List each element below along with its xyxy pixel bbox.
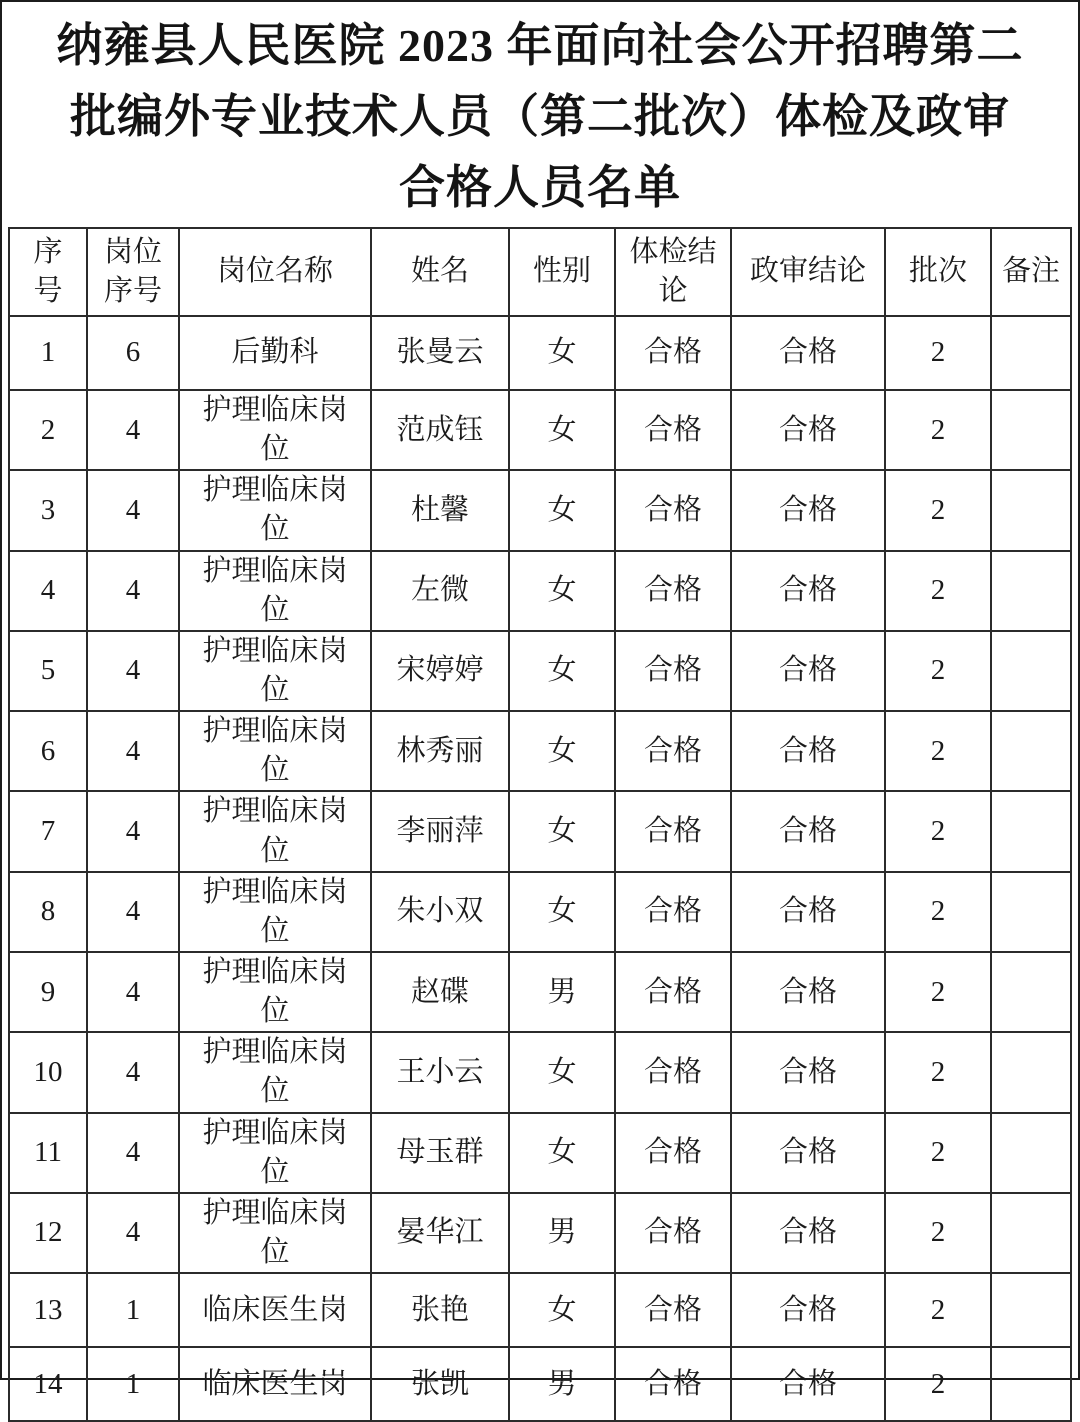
cell-gender: 女	[509, 1113, 615, 1193]
cell-batch: 2	[885, 1113, 991, 1193]
cell-post-name: 临床医生岗	[179, 1347, 371, 1421]
cell-batch: 2	[885, 711, 991, 791]
cell-post-number: 4	[87, 952, 179, 1032]
cell-post-number: 1	[87, 1273, 179, 1347]
cell-physical-result: 合格	[615, 470, 731, 550]
cell-index: 6	[9, 711, 87, 791]
header-remark: 备注	[991, 228, 1071, 316]
cell-post-number: 1	[87, 1347, 179, 1421]
cell-gender: 男	[509, 1347, 615, 1421]
cell-name: 赵碟	[371, 952, 509, 1032]
cell-post-name: 护理临床岗位	[179, 390, 371, 470]
cell-political-result: 合格	[731, 470, 885, 550]
cell-political-result: 合格	[731, 791, 885, 871]
cell-index: 5	[9, 631, 87, 711]
cell-name: 李丽萍	[371, 791, 509, 871]
cell-batch: 2	[885, 1193, 991, 1273]
cell-gender: 男	[509, 952, 615, 1032]
cell-post-name: 护理临床岗位	[179, 551, 371, 631]
cell-name: 范成钰	[371, 390, 509, 470]
title-line-2: 批编外专业技术人员（第二批次）体检及政审	[70, 91, 1010, 142]
table-row	[9, 952, 1071, 1032]
cell-remark	[991, 711, 1071, 791]
header-post-number: 岗位序号	[87, 228, 179, 316]
cell-name: 左微	[371, 551, 509, 631]
cell-gender: 女	[509, 551, 615, 631]
cell-political-result: 合格	[731, 551, 885, 631]
cell-index: 7	[9, 791, 87, 871]
cell-political-result: 合格	[731, 1273, 885, 1347]
cell-post-name: 后勤科	[179, 316, 371, 390]
cell-post-number: 4	[87, 791, 179, 871]
cell-gender: 男	[509, 1193, 615, 1273]
cell-post-name: 护理临床岗位	[179, 872, 371, 952]
cell-gender: 女	[509, 631, 615, 711]
table-row	[9, 872, 1071, 952]
cell-post-name: 护理临床岗位	[179, 1113, 371, 1193]
cell-physical-result: 合格	[615, 390, 731, 470]
table-row	[9, 1113, 1071, 1193]
title-line-3: 合格人员名单	[399, 162, 681, 213]
table-row	[9, 1273, 1071, 1347]
cell-gender: 女	[509, 1032, 615, 1112]
cell-post-number: 4	[87, 711, 179, 791]
cell-name: 杜馨	[371, 470, 509, 550]
cell-index: 8	[9, 872, 87, 952]
table-row	[9, 1032, 1071, 1112]
cell-political-result: 合格	[731, 631, 885, 711]
cell-name: 张曼云	[371, 316, 509, 390]
cell-remark	[991, 1113, 1071, 1193]
cell-batch: 2	[885, 470, 991, 550]
cell-post-number: 4	[87, 1193, 179, 1273]
cell-batch: 2	[885, 1347, 991, 1421]
cell-post-name: 护理临床岗位	[179, 711, 371, 791]
cell-political-result: 合格	[731, 1347, 885, 1421]
cell-physical-result: 合格	[615, 952, 731, 1032]
title-line-1: 纳雍县人民医院 2023 年面向社会公开招聘第二	[56, 20, 1024, 71]
cell-name: 朱小双	[371, 872, 509, 952]
header-political-result: 政审结论	[731, 228, 885, 316]
cell-post-number: 6	[87, 316, 179, 390]
cell-gender: 女	[509, 791, 615, 871]
cell-batch: 2	[885, 1032, 991, 1112]
table-row	[9, 1193, 1071, 1273]
cell-post-name: 护理临床岗位	[179, 791, 371, 871]
header-row	[9, 228, 1071, 316]
cell-post-name: 护理临床岗位	[179, 1193, 371, 1273]
cell-physical-result: 合格	[615, 1032, 731, 1112]
cell-political-result: 合格	[731, 872, 885, 952]
cell-physical-result: 合格	[615, 711, 731, 791]
header-name: 姓名	[371, 228, 509, 316]
cell-physical-result: 合格	[615, 1273, 731, 1347]
cell-post-name: 护理临床岗位	[179, 952, 371, 1032]
document-title	[2, 2, 1078, 223]
cell-political-result: 合格	[731, 711, 885, 791]
cell-post-number: 4	[87, 470, 179, 550]
cell-post-name: 护理临床岗位	[179, 1032, 371, 1112]
cell-batch: 2	[885, 1273, 991, 1347]
header-post-name: 岗位名称	[179, 228, 371, 316]
cell-gender: 女	[509, 872, 615, 952]
cell-index: 3	[9, 470, 87, 550]
cell-name: 张凯	[371, 1347, 509, 1421]
cell-political-result: 合格	[731, 1193, 885, 1273]
cell-name: 张艳	[371, 1273, 509, 1347]
header-batch: 批次	[885, 228, 991, 316]
table-row	[9, 631, 1071, 711]
cell-name: 王小云	[371, 1032, 509, 1112]
cell-post-name: 护理临床岗位	[179, 470, 371, 550]
cell-gender: 女	[509, 316, 615, 390]
cell-name: 晏华江	[371, 1193, 509, 1273]
cell-physical-result: 合格	[615, 1347, 731, 1421]
cell-index: 9	[9, 952, 87, 1032]
cell-post-number: 4	[87, 551, 179, 631]
cell-remark	[991, 791, 1071, 871]
cell-remark	[991, 872, 1071, 952]
table-row	[9, 316, 1071, 390]
cell-post-name: 护理临床岗位	[179, 631, 371, 711]
cell-remark	[991, 1347, 1071, 1421]
cell-remark	[991, 316, 1071, 390]
cell-post-name: 临床医生岗	[179, 1273, 371, 1347]
cell-remark	[991, 631, 1071, 711]
table-row	[9, 551, 1071, 631]
cell-political-result: 合格	[731, 1032, 885, 1112]
cell-physical-result: 合格	[615, 872, 731, 952]
cell-gender: 女	[509, 711, 615, 791]
cell-physical-result: 合格	[615, 631, 731, 711]
cell-remark	[991, 952, 1071, 1032]
cell-index: 10	[9, 1032, 87, 1112]
cell-physical-result: 合格	[615, 1193, 731, 1273]
cell-political-result: 合格	[731, 1113, 885, 1193]
cell-index: 4	[9, 551, 87, 631]
cell-batch: 2	[885, 872, 991, 952]
cell-remark	[991, 1032, 1071, 1112]
cell-political-result: 合格	[731, 390, 885, 470]
cell-remark	[991, 1273, 1071, 1347]
cell-physical-result: 合格	[615, 791, 731, 871]
cell-remark	[991, 390, 1071, 470]
cell-gender: 女	[509, 470, 615, 550]
table-row	[9, 1347, 1071, 1421]
cell-index: 14	[9, 1347, 87, 1421]
cell-index: 11	[9, 1113, 87, 1193]
cell-name: 母玉群	[371, 1113, 509, 1193]
table-body	[9, 316, 1071, 1421]
header-index: 序号	[9, 228, 87, 316]
cell-physical-result: 合格	[615, 551, 731, 631]
cell-gender: 女	[509, 1273, 615, 1347]
table-row	[9, 791, 1071, 871]
header-gender: 性别	[509, 228, 615, 316]
table-row	[9, 390, 1071, 470]
cell-remark	[991, 470, 1071, 550]
cell-index: 1	[9, 316, 87, 390]
cell-remark	[991, 551, 1071, 631]
table-header	[9, 228, 1071, 316]
cell-post-number: 4	[87, 631, 179, 711]
header-physical-result: 体检结论	[615, 228, 731, 316]
cell-batch: 2	[885, 952, 991, 1032]
cell-name: 林秀丽	[371, 711, 509, 791]
cell-batch: 2	[885, 551, 991, 631]
cell-political-result: 合格	[731, 316, 885, 390]
cell-gender: 女	[509, 390, 615, 470]
cell-index: 12	[9, 1193, 87, 1273]
cell-index: 2	[9, 390, 87, 470]
cell-post-number: 4	[87, 1113, 179, 1193]
cell-batch: 2	[885, 390, 991, 470]
cell-batch: 2	[885, 316, 991, 390]
cell-post-number: 4	[87, 1032, 179, 1112]
cell-index: 13	[9, 1273, 87, 1347]
results-table	[8, 227, 1072, 1422]
cell-physical-result: 合格	[615, 1113, 731, 1193]
cell-physical-result: 合格	[615, 316, 731, 390]
cell-batch: 2	[885, 791, 991, 871]
table-row	[9, 470, 1071, 550]
cell-name: 宋婷婷	[371, 631, 509, 711]
cell-remark	[991, 1193, 1071, 1273]
cell-post-number: 4	[87, 390, 179, 470]
cell-post-number: 4	[87, 872, 179, 952]
cell-political-result: 合格	[731, 952, 885, 1032]
cell-batch: 2	[885, 631, 991, 711]
table-row	[9, 711, 1071, 791]
